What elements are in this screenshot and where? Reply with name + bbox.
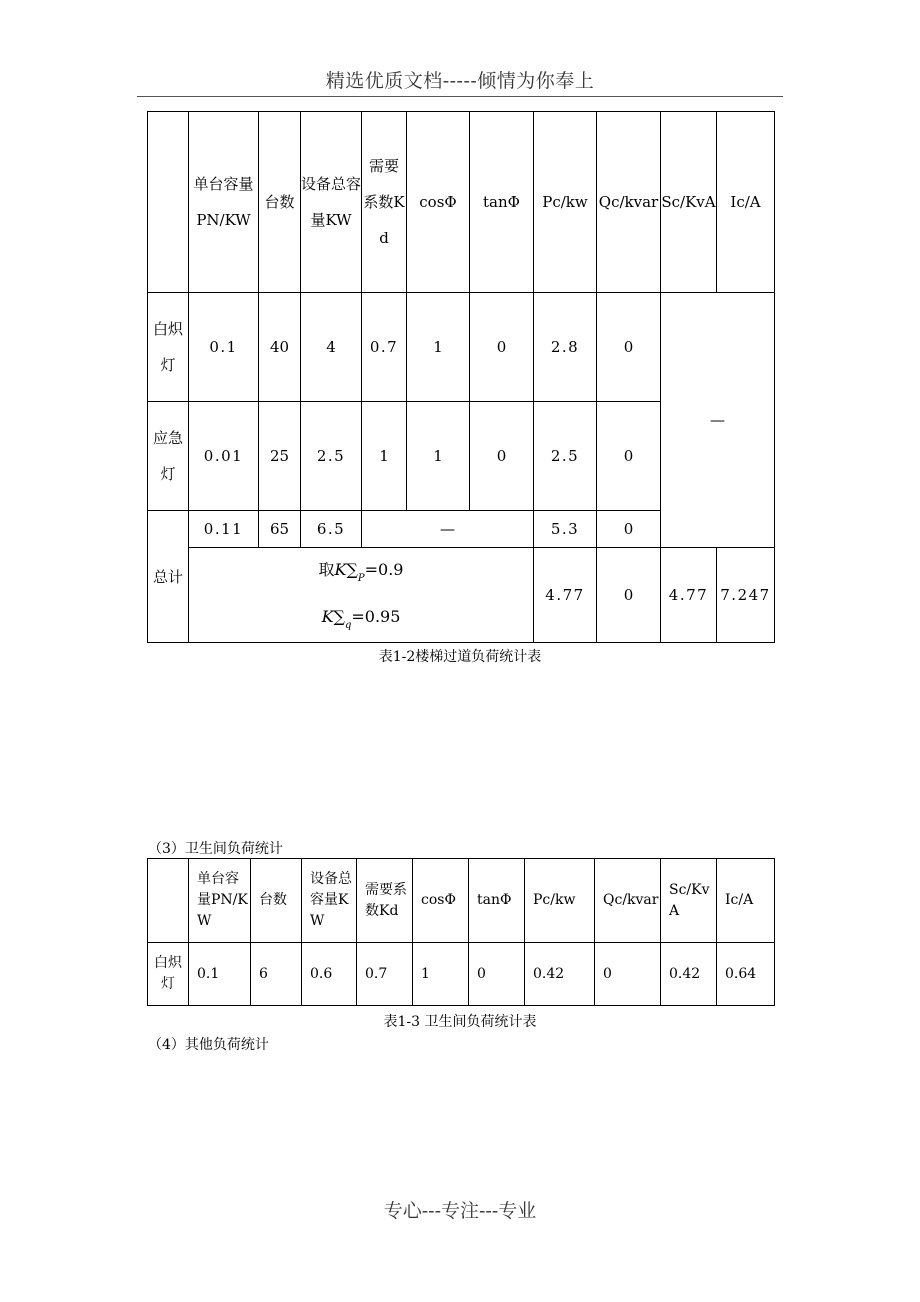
cell: 0.11	[189, 511, 259, 548]
cell: 4	[301, 293, 362, 402]
cell: 1	[407, 293, 470, 402]
table2-caption: 表1-3 卫生间负荷统计表	[383, 1014, 537, 1030]
header-cell	[148, 859, 189, 943]
dash-cell: —	[362, 511, 534, 548]
cell: 0.42	[525, 943, 595, 1006]
cell: 0	[597, 402, 661, 511]
header-cell: Pc/kw	[525, 859, 595, 943]
cell: 0.01	[189, 402, 259, 511]
cell: 2.5	[534, 402, 597, 511]
bathroom-load-table	[147, 858, 775, 1006]
table-header-row	[148, 112, 775, 293]
cell: 40	[259, 293, 301, 402]
total-label: 总计	[148, 511, 189, 643]
kq-formula: $K\sum_q=0.95$	[321, 607, 401, 631]
coefficient-formula-cell	[189, 548, 534, 643]
cell: 0	[595, 943, 661, 1006]
header-cell: Qc/kvar	[595, 859, 661, 943]
cell: 4.77	[661, 548, 717, 643]
cell: 7.247	[717, 548, 775, 643]
cell: 0.1	[189, 293, 259, 402]
cell: 0	[597, 293, 661, 402]
cell: 0.7	[362, 293, 407, 402]
header-cell: Ic/A	[717, 112, 775, 293]
header-cell: 单台容量PN/KW	[189, 112, 259, 293]
header-cell: tanΦ	[469, 859, 525, 943]
header-cell	[148, 112, 189, 293]
cell: 0	[597, 511, 661, 548]
cell: 1	[413, 943, 469, 1006]
header-cell: 设备总容量KW	[301, 112, 362, 293]
header-cell: Ic/A	[717, 859, 775, 943]
cell: 0.7	[357, 943, 413, 1006]
kp-formula: 取$K\sum_P=0.9$	[318, 560, 404, 584]
cell: 0	[470, 402, 534, 511]
stair-load-table	[147, 111, 775, 643]
table-row	[148, 548, 775, 643]
header-cell: 需要系数Kd	[362, 112, 407, 293]
header-cell: 台数	[259, 112, 301, 293]
cell: 1	[407, 402, 470, 511]
header-cell: 台数	[251, 859, 302, 943]
section3-heading: （3）卫生间负荷统计	[148, 841, 283, 857]
table-row	[148, 943, 775, 1006]
cell: 0	[469, 943, 525, 1006]
cell: 4.77	[534, 548, 597, 643]
cell: 0.64	[717, 943, 775, 1006]
row-label: 应急灯	[148, 402, 189, 511]
header-cell: Pc/kw	[534, 112, 597, 293]
header-cell: cosΦ	[407, 112, 470, 293]
header-cell: Sc/KvA	[661, 112, 717, 293]
cell: 2.5	[301, 402, 362, 511]
cell: 2.8	[534, 293, 597, 402]
header-cell: 需要系数Kd	[357, 859, 413, 943]
cell: 0.42	[661, 943, 717, 1006]
cell: 0	[470, 293, 534, 402]
page-header: 精选优质文档-----倾情为你奉上	[325, 70, 595, 92]
row-label: 白炽灯	[148, 943, 189, 1006]
cell: 6.5	[301, 511, 362, 548]
cell: 0.1	[189, 943, 251, 1006]
row-label: 白炽灯	[148, 293, 189, 402]
page-footer: 专心---专注---专业	[383, 1200, 537, 1222]
cell: 1	[362, 402, 407, 511]
header-cell: cosΦ	[413, 859, 469, 943]
merged-dash-cell: —	[661, 293, 775, 548]
header-cell: 设备总容量KW	[302, 859, 357, 943]
table1-caption: 表1-2楼梯过道负荷统计表	[378, 649, 542, 665]
header-divider	[137, 96, 783, 97]
cell: 5.3	[534, 511, 597, 548]
table-header-row	[148, 859, 775, 943]
section4-heading: （4）其他负荷统计	[148, 1037, 269, 1053]
cell: 65	[259, 511, 301, 548]
header-cell: 单台容量PN/KW	[189, 859, 251, 943]
cell: 6	[251, 943, 302, 1006]
header-cell: Qc/kvar	[597, 112, 661, 293]
header-cell: Sc/KvA	[661, 859, 717, 943]
table-row	[148, 293, 775, 402]
header-cell: tanΦ	[470, 112, 534, 293]
cell: 0.6	[302, 943, 357, 1006]
cell: 25	[259, 402, 301, 511]
cell: 0	[597, 548, 661, 643]
